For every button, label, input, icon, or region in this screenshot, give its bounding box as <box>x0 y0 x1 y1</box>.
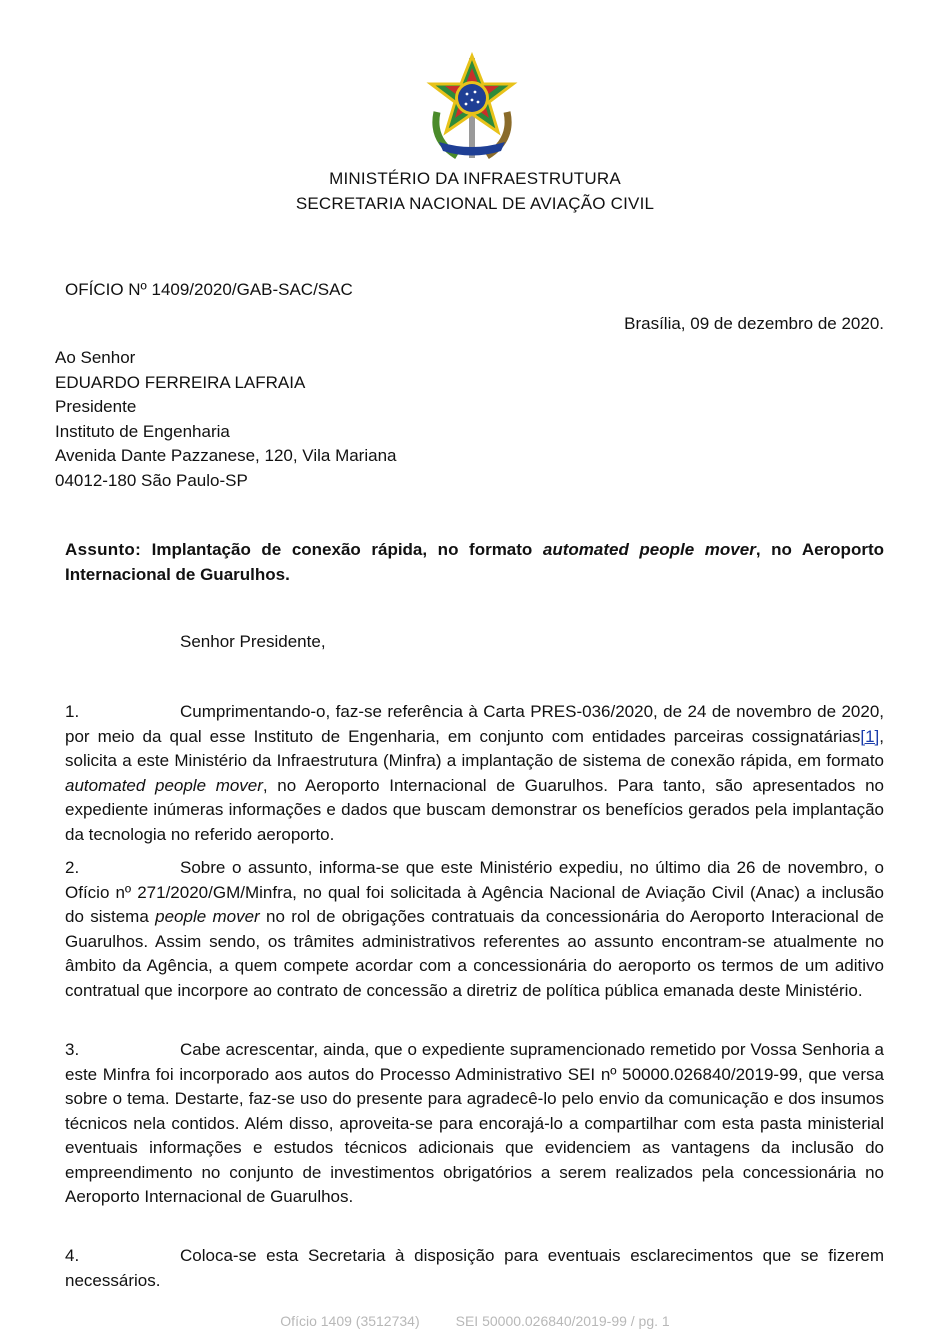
page-footer <box>0 1313 950 1329</box>
paragraph-text: no rol de obrigações contratuais da concessionária do Aeroporto Interacional de Guarulhos. Assim sendo, os trâmites administrativos referentes ao assunto encontram-se atualmente no âmbito da Agência, a quem compete acordar com a concessionária do aeroporto os termos de um aditivo contratual que incorpore ao contrato de concessão a diretriz de política pública emanada deste Ministério. <box>65 907 884 1000</box>
document-number: OFÍCIO Nº 1409/2020/GAB-SAC/SAC <box>65 280 353 299</box>
paragraph-4 <box>65 1244 884 1293</box>
footer-process-page: SEI 50000.026840/2019-99 / pg. 1 <box>455 1313 670 1329</box>
addressee-block <box>55 346 397 493</box>
paragraph-3 <box>65 1038 884 1210</box>
subject-line <box>65 538 884 587</box>
subject-text-after: , no Aeroporto Internacional de Guarulhos. <box>65 540 884 584</box>
paragraph-number: 3. <box>65 1040 80 1059</box>
paragraph-text: , solicita a este Ministério da Infraestrutura (Minfra) a implantação de sistema de conexão rápida, em formato <box>65 726 884 770</box>
paragraph-number: 1. <box>65 702 80 721</box>
ministry-heading: MINISTÉRIO DA INFRAESTRUTURA <box>329 169 621 188</box>
document-date: Brasília, 09 de dezembro de 2020. <box>624 314 884 333</box>
secretariat-heading: SECRETARIA NACIONAL DE AVIAÇÃO CIVIL <box>295 194 655 213</box>
greeting: Senhor Presidente, <box>180 632 326 651</box>
addressee-salutation: Ao Senhor <box>55 348 136 367</box>
addressee-organization: Instituto de Engenharia <box>55 421 230 441</box>
addressee-name: EDUARDO FERREIRA LAFRAIA <box>55 372 306 392</box>
paragraph-number: 2. <box>65 858 80 877</box>
paragraph-text: Sobre o assunto, informa-se que este Ministério expediu, no último dia 26 de novembro, o Ofício nº 271/2020/GM/Minfra, no qual foi solicitada à Agência Nacional de Aviação Civil (Anac) a inclusão do sistema <box>65 858 884 926</box>
brazil-coat-of-arms-icon <box>417 52 527 164</box>
paragraph-number: 4. <box>65 1246 80 1265</box>
addressee-role: Presidente <box>55 397 137 416</box>
paragraph-text: , no Aeroporto Internacional de Guarulhos. Para tanto, são apresentados no expediente inúmeras informações e dados que buscam demonstrar os benefícios gerados pela implantação da tecnologia no referido aeroporto. <box>65 775 884 844</box>
paragraph-text: Cabe acrescentar, ainda, que o expediente supramencionado remetido por Vossa Senhoria a este Minfra foi incorporado aos autos do Processo Administrativo SEI nº 50000.026840/2019-99, que versa sobre o tema. Destarte, faz-se uso do presente para agradecê-lo pelo envio da comunicação e dos insumos técnicos nela contidos. Além disso, aproveita-se para encorajá-lo a compartilhar com esta pasta ministerial eventuais informações e estudos técnicos adicionais que evidenciem as vantagens da inclusão do empreendimento no conjunto de investimentos obrigatórios a serem realizados pela concessionária no Aeroporto Internacional de Guarulhos. <box>65 1040 884 1206</box>
paragraph-italic: automated people mover <box>65 775 263 795</box>
footer-document-id: Ofício 1409 (3512734) <box>280 1313 420 1329</box>
addressee-street: Avenida Dante Pazzanese, 120, Vila Mariana <box>55 446 397 465</box>
paragraph-2 <box>65 856 884 1003</box>
subject-text-before: Implantação de conexão rápida, no formato <box>151 540 533 559</box>
paragraph-1 <box>65 700 884 847</box>
paragraph-italic: people mover <box>155 907 260 926</box>
subject-label: Assunto: <box>65 540 142 559</box>
subject-text-italic: automated people mover <box>542 540 756 559</box>
paragraph-text: Cumprimentando-o, faz-se referência à Carta PRES-036/2020, de 24 de novembro de 2020, por meio da qual esse Instituto de Engenharia, em conjunto com entidades parceiras cossignatárias <box>65 702 884 746</box>
footnote-link[interactable]: [1] <box>860 726 880 746</box>
addressee-city: 04012-180 São Paulo-SP <box>55 470 248 490</box>
paragraph-text: Coloca-se esta Secretaria à disposição para eventuais esclarecimentos que se fizerem necessários. <box>65 1246 884 1290</box>
